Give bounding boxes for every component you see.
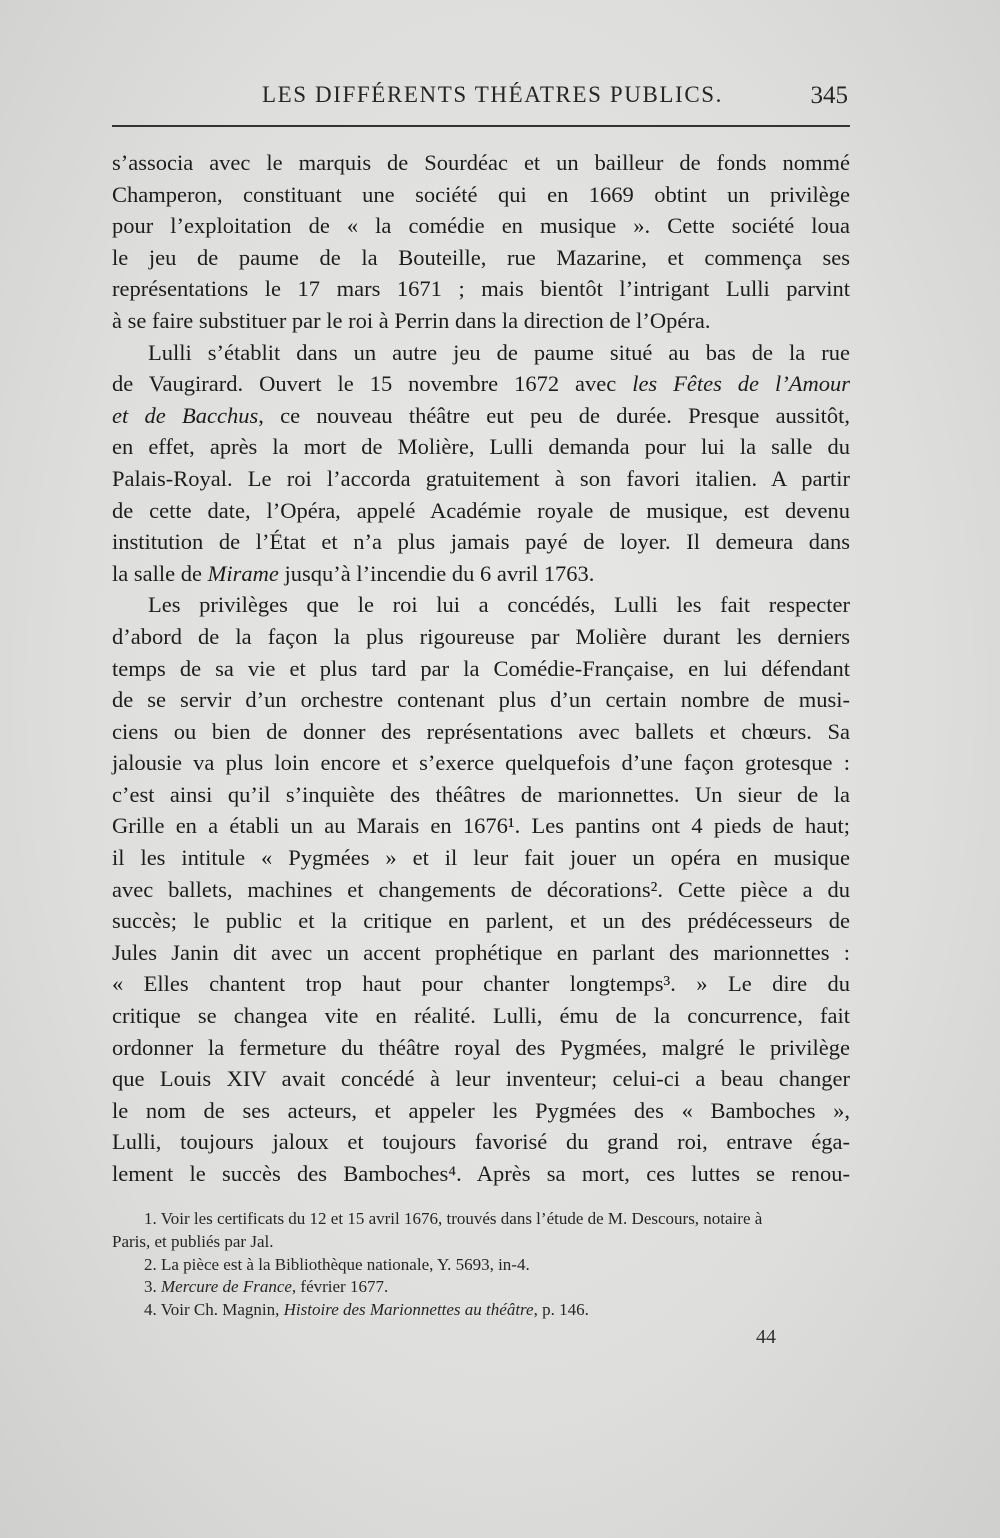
text-line: Les privilèges que le roi lui a concédés, Lulli les fait respecter	[148, 592, 850, 618]
text-line: Lulli s’établit dans un autre jeu de paume situé au bas de la rue	[148, 339, 850, 365]
text-run: de Vaugirard. Ouvert le 15 novembre 1672 avec	[112, 371, 633, 397]
text-line: que Louis XIV avait concédé à leur inventeur; celui-ci a beau changer	[112, 1066, 850, 1092]
text-line: de cette date, l’Opéra, appelé Académie royale de musique, est devenu	[112, 497, 850, 523]
footnotes	[112, 1208, 850, 1322]
text-line: temps de sa vie et plus tard par la Comédie-Française, en lui défendant	[112, 655, 850, 681]
footnote-text: , p. 146.	[533, 1300, 589, 1320]
text-line: ordonner la fermeture du théâtre royal des Pygmées, malgré le privilège	[112, 1034, 850, 1060]
page-number: 345	[810, 82, 848, 109]
body-text	[112, 147, 850, 1190]
text-line	[112, 368, 850, 400]
text-line: s’associa avec le marquis de Sourdéac et un bailleur de fonds nommé	[112, 150, 850, 175]
text-line: Jules Janin dit avec un accent prophétique en parlant des marionnettes :	[112, 939, 850, 965]
text-line: succès; le public et la critique en parlent, et un des prédécesseurs de	[112, 908, 850, 934]
italic-title: et de Bacchus	[112, 402, 259, 428]
text-line: ciens ou bien de donner des représentations avec ballets et chœurs. Sa	[112, 718, 850, 744]
footnote-3	[112, 1276, 850, 1299]
text-line: d’abord de la façon la plus rigoureuse par Molière durant les derniers	[112, 623, 850, 649]
text-run: jusqu’à l’incendie du 6 avril 1763.	[278, 560, 595, 586]
footnote-4	[112, 1299, 850, 1322]
text-line: pour l’exploitation de « la comédie en musique ». Cette société loua	[112, 213, 850, 239]
footnote-number: 3.	[144, 1277, 161, 1297]
text-line: il les intitule « Pygmées » et il leur fait jouer un opéra en musique	[112, 845, 850, 871]
text-run: , ce nouveau théâtre eut peu de durée. Presque aussitôt,	[258, 402, 850, 428]
text-line	[112, 558, 850, 590]
text-line	[112, 400, 850, 432]
footnote-text: , février 1677.	[291, 1277, 389, 1297]
footnote-italic-title: Histoire des Marionnettes au théâtre	[283, 1300, 534, 1320]
footnote-2: 2. La pièce est à la Bibliothèque nationale, Y. 5693, in-4.	[144, 1254, 530, 1274]
text-line: Grille en a établi un au Marais en 1676¹. Les pantins ont 4 pieds de haut;	[112, 813, 850, 839]
text-line: jalousie va plus loin encore et s’exerce quelquefois d’une façon grotesque :	[112, 750, 850, 776]
text-line: Palais-Royal. Le roi l’accorda gratuitement à son favori italien. A partir	[112, 465, 850, 491]
text-line: à se faire substituer par le roi à Perrin dans la direction de l’Opéra.	[112, 307, 711, 333]
signature-mark: 44	[756, 1326, 776, 1348]
text-line: lement le succès des Bamboches⁴. Après sa mort, ces luttes se renou-	[112, 1161, 850, 1186]
text-line: le nom de ses acteurs, et appeler les Pygmées des « Bamboches »,	[112, 1097, 850, 1123]
text-run: la salle de	[112, 560, 208, 586]
footnote-1: 1. Voir les certificats du 12 et 15 avril 1676, trouvés dans l’étude de M. Descours, notaire à	[144, 1209, 763, 1228]
text-line: institution de l’État et n’a plus jamais payé de loyer. Il demeura dans	[112, 529, 850, 555]
running-title: LES DIFFÉRENTS THÉATRES PUBLICS.	[262, 82, 723, 107]
page-header	[112, 78, 850, 118]
text-line: Lulli, toujours jaloux et toujours favorisé du grand roi, entrave éga-	[112, 1129, 850, 1155]
text-line: c’est ainsi qu’il s’inquiète des théâtres de marionnettes. Un sieur de la	[112, 781, 850, 807]
text-line: le jeu de paume de la Bouteille, rue Mazarine, et commença ses	[112, 244, 850, 270]
footnote-1-continued: Paris, et publiés par Jal.	[112, 1231, 274, 1251]
text-line: représentations le 17 mars 1671 ; mais bientôt l’intrigant Lulli parvint	[112, 276, 850, 302]
text-line: en effet, après la mort de Molière, Lulli demanda pour lui la salle du	[112, 434, 850, 460]
text-line: de se servir d’un orchestre contenant plus d’un certain nombre de musi-	[112, 687, 850, 713]
footnote-text: 4. Voir Ch. Magnin,	[144, 1300, 284, 1320]
italic-title: Mirame	[207, 560, 279, 586]
footnote-italic-title: Mercure de France	[161, 1277, 292, 1297]
text-line: « Elles chantent trop haut pour chanter longtemps³. » Le dire du	[112, 971, 850, 997]
text-line: Champeron, constituant une société qui en 1669 obtint un privilège	[112, 181, 850, 207]
italic-title: les Fêtes de l’Amour	[632, 371, 850, 397]
text-line: critique se changea vite en réalité. Lulli, ému de la concurrence, fait	[112, 1003, 850, 1029]
text-line: avec ballets, machines et changements de décorations². Cette pièce a du	[112, 876, 850, 902]
header-rule	[112, 125, 850, 127]
